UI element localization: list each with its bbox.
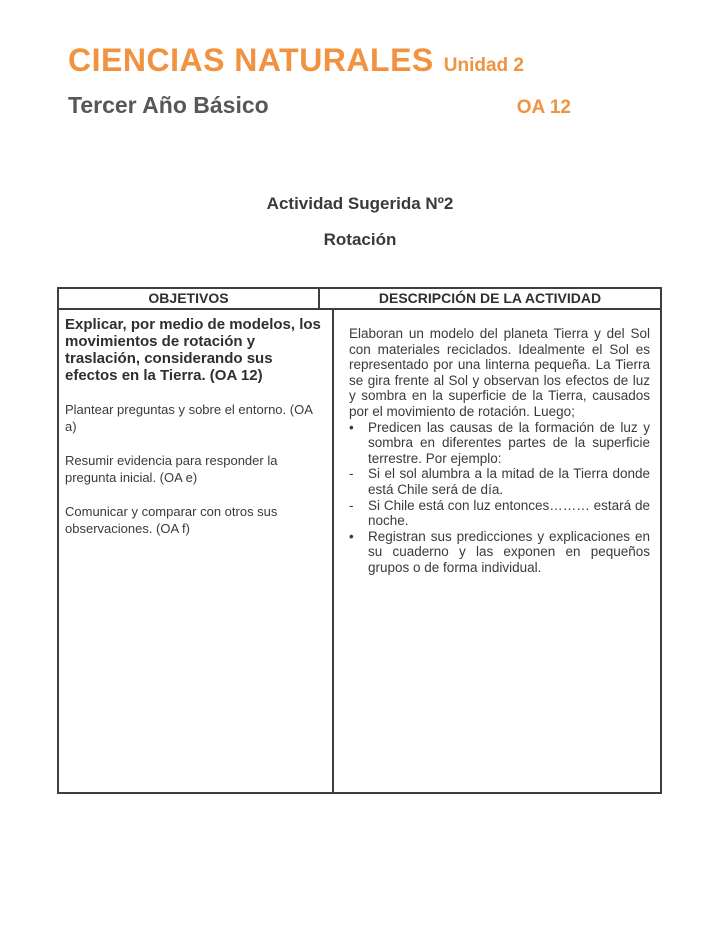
bullet-marker: • [349,419,354,435]
list-item [349,498,650,529]
list-item [349,466,650,497]
table-header-row [59,289,660,310]
objective-item-oa-e: Resumir evidencia para responder la pregunta inicial. (OA e) [65,453,278,485]
course-title: CIENCIAS NATURALES [68,42,434,78]
dash-marker: - [349,497,354,513]
bullet-text: Predicen las causas de la formación de luz y sombra en diferentes partes de la superficie terrestre. Por ejemplo: [368,419,650,466]
oa-badge: OA 12 [516,97,571,118]
objective-main: Explicar, por medio de modelos, los movimientos de rotación y traslación, considerando sus efectos en la Tierra. (OA 12) [65,316,321,384]
activity-title: Actividad Sugerida Nº2 [266,194,454,213]
bullet-marker: • [349,528,354,544]
bullet-text: Registran sus predicciones y explicaciones en su cuaderno y las exponen en pequeños grupos o de forma individual. [368,528,650,575]
activity-heading-block [0,194,720,250]
activity-table [57,287,662,794]
description-intro: Elaboran un modelo del planeta Tierra y del Sol con materiales reciclados. Idealmente el Sol es representado por una linterna pequeña. La Tierra se gira frente al Sol y observan los efectos de luz y sombra en la superficie de la Tierra, causados por el movimiento de rotación. Luego; [349,326,650,419]
unit-label: Unidad 2 [443,55,524,76]
column-header-objetivos: OBJETIVOS [148,290,229,306]
column-header-descripcion: DESCRIPCIÓN DE LA ACTIVIDAD [318,289,660,308]
title-line [68,42,571,79]
objective-item-oa-a: Plantear preguntas y sobre el entorno. (OA a) [65,402,313,434]
table-body-row [59,310,660,792]
description-cell [332,310,660,792]
document-header [68,42,571,119]
dash-marker: - [349,466,354,482]
objectives-cell [59,310,332,792]
grade-title: Tercer Año Básico [68,92,269,118]
bullet-text: Si el sol alumbra a la mitad de la Tierra donde está Chile será de día. [368,466,650,497]
list-item [349,529,650,576]
objective-item-oa-f: Comunicar y comparar con otros sus observaciones. (OA f) [65,504,278,536]
grade-line [68,92,571,119]
list-item [349,420,650,467]
bullet-text: Si Chile está con luz entonces……… estará de noche. [368,497,650,529]
activity-subtitle: Rotación [323,230,397,249]
